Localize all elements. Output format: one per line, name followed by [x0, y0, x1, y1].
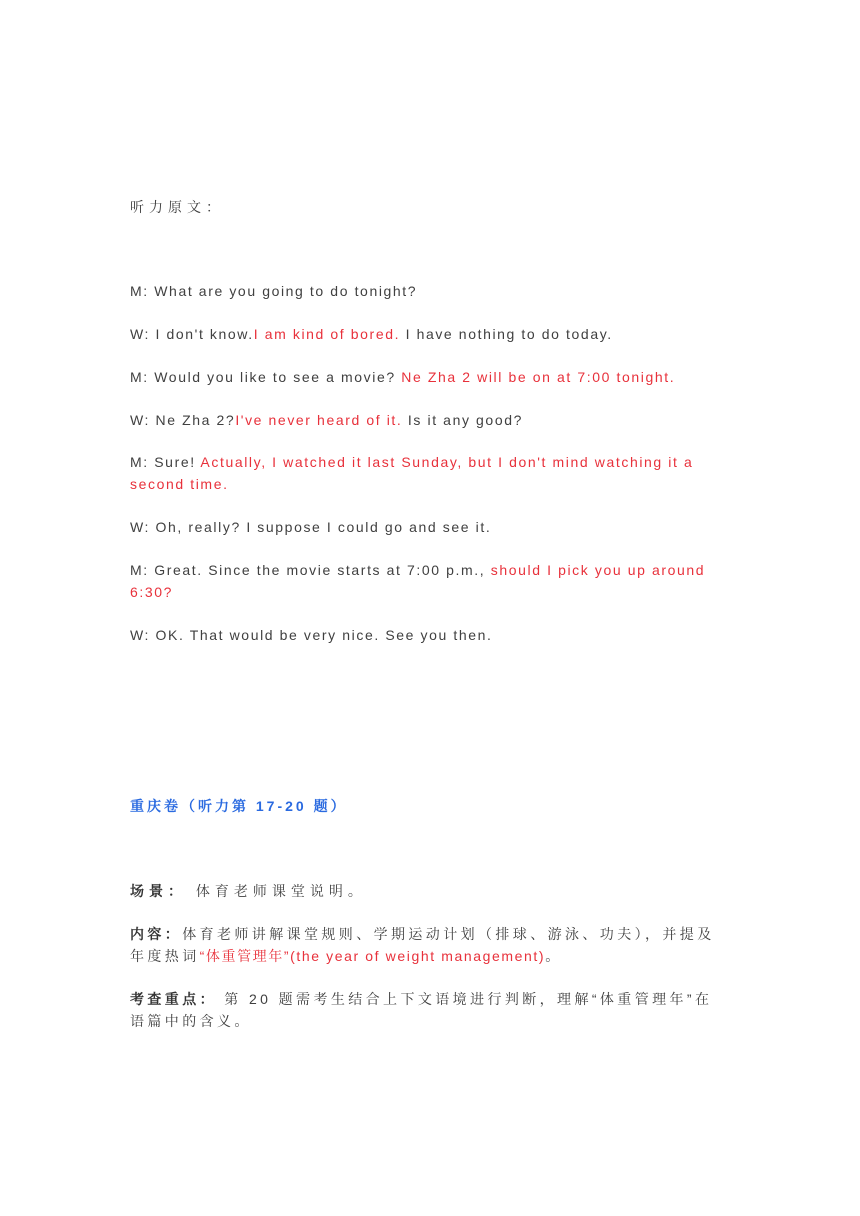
content-text: 体育老师讲解课堂规则、学期运动计划（排球、游泳、功夫），并提及年度热词	[130, 926, 715, 964]
dialogue-line	[130, 451, 730, 495]
content-label: 内容：	[130, 926, 183, 942]
dialogue-line	[130, 559, 730, 603]
dialogue-text: W: I don't know.	[130, 326, 254, 342]
dialogue-line	[130, 624, 730, 646]
highlighted-text: I've never heard of it.	[235, 412, 403, 428]
dialogue-text: M: Sure!	[130, 454, 201, 470]
dialogue-line	[130, 280, 730, 302]
dialogue-text: W: Oh, really? I suppose I could go and see it.	[130, 519, 492, 535]
dialogue-text: I have nothing to do today.	[400, 326, 613, 342]
focus-text: 第 20 题需考生结合上下文语境进行判断，理解“体重管理年”在语篇中的含义。	[130, 991, 713, 1029]
dialogue-text: W: Ne Zha 2?	[130, 412, 236, 428]
dialogue-text: Is it any good?	[402, 412, 523, 428]
dialogue-line	[130, 366, 730, 388]
dialogue-line	[130, 323, 730, 345]
highlighted-text: I am kind of bored.	[253, 326, 401, 342]
dialogue-text: M: Great. Since the movie starts at 7:00 p.m.,	[130, 562, 491, 578]
dialogue-text: M: Would you like to see a movie?	[130, 369, 402, 385]
section-title: 重庆卷（听力第 17-20 题）	[130, 798, 348, 814]
content-paragraph	[130, 923, 722, 967]
scene-text: 体育老师课堂说明。	[187, 883, 367, 899]
focus-paragraph	[130, 988, 722, 1032]
highlighted-text: “体重管理年”(the year of weight management)	[199, 948, 546, 964]
scene-label: 场景：	[130, 883, 187, 899]
dialogue-text: M: What are you going to do tonight?	[130, 283, 418, 299]
heading: 听力原文：	[130, 199, 225, 215]
highlighted-text: Ne Zha 2 will be on at 7:00 tonight.	[401, 369, 676, 385]
highlighted-text: should I pick you up around 6:30?	[130, 562, 706, 600]
dialogue-line	[130, 409, 730, 431]
dialogue-text: W: OK. That would be very nice. See you then.	[130, 627, 493, 643]
scene-paragraph	[130, 880, 730, 902]
content-end: 。	[545, 948, 563, 964]
focus-label: 考查重点：	[130, 991, 217, 1007]
dialogue-line	[130, 516, 730, 538]
highlighted-text: Actually, I watched it last Sunday, but I don't mind watching it a second time.	[130, 454, 694, 492]
